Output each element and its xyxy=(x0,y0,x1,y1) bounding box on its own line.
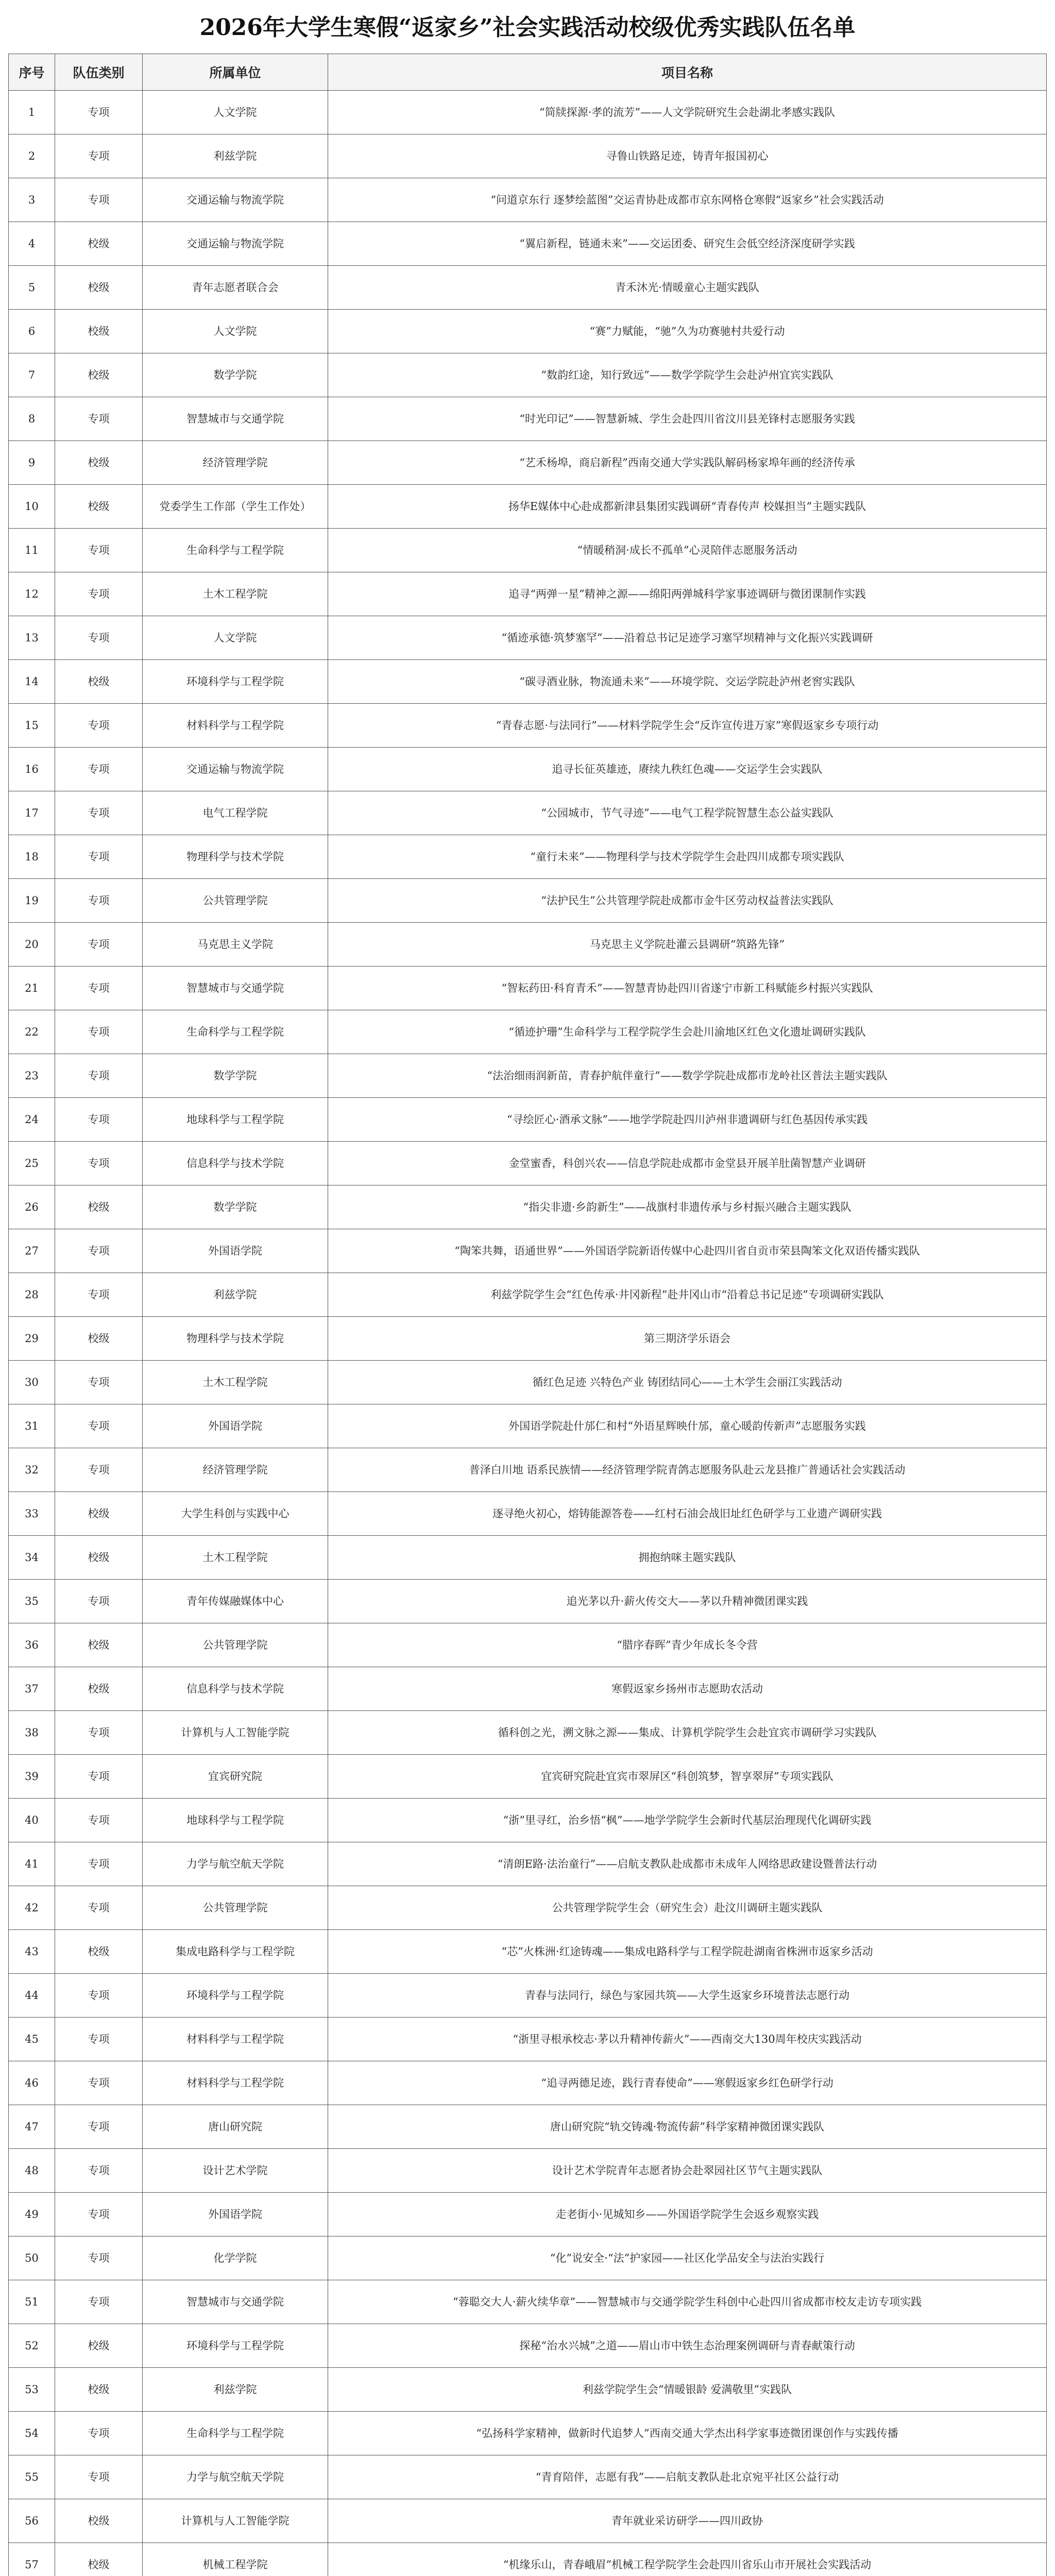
cell-unit: 青年传媒融媒体中心 xyxy=(143,1580,328,1623)
table-row xyxy=(9,1010,1047,1054)
cell-index: 21 xyxy=(9,967,55,1010)
cell-unit: 地球科学与工程学院 xyxy=(143,1799,328,1842)
table-row xyxy=(9,1667,1047,1711)
cell-index: 1 xyxy=(9,91,55,134)
document-title: 2026年大学生寒假“返家乡”社会实践活动校级优秀实践队伍名单 xyxy=(199,14,856,41)
cell-project-name: 金堂蜜香，科创兴农——信息学院赴成都市金堂县开展羊肚菌智慧产业调研 xyxy=(328,1142,1047,1185)
cell-unit: 土木工程学院 xyxy=(143,1536,328,1580)
cell-unit: 交通运输与物流学院 xyxy=(143,748,328,791)
team-list-table xyxy=(8,54,1047,2576)
table-row xyxy=(9,134,1047,178)
cell-index: 6 xyxy=(9,310,55,353)
cell-index: 42 xyxy=(9,1886,55,1930)
cell-index: 45 xyxy=(9,2018,55,2061)
cell-project-name: “循迹承德·筑梦塞罕”——沿着总书记足迹学习塞罕坝精神与文化振兴实践调研 xyxy=(328,616,1047,660)
table-row xyxy=(9,660,1047,704)
cell-team-type: 专项 xyxy=(55,2412,143,2455)
cell-project-name: 追光茅以升·薪火传交大——茅以升精神微团课实践 xyxy=(328,1580,1047,1623)
cell-unit: 集成电路科学与工程学院 xyxy=(143,1930,328,1974)
cell-unit: 环境科学与工程学院 xyxy=(143,1974,328,2018)
cell-unit: 利兹学院 xyxy=(143,134,328,178)
cell-team-type: 专项 xyxy=(55,1448,143,1492)
cell-unit: 环境科学与工程学院 xyxy=(143,660,328,704)
table-row xyxy=(9,2105,1047,2149)
table-row xyxy=(9,91,1047,134)
cell-unit: 环境科学与工程学院 xyxy=(143,2324,328,2368)
table-row xyxy=(9,1317,1047,1361)
cell-index: 27 xyxy=(9,1229,55,1273)
cell-project-name: 探秘“治水兴城”之道——眉山市中铁生态治理案例调研与青春献策行动 xyxy=(328,2324,1047,2368)
cell-team-type: 专项 xyxy=(55,572,143,616)
cell-index: 57 xyxy=(9,2543,55,2576)
cell-team-type: 专项 xyxy=(55,2061,143,2105)
cell-project-name: “简牍探源·孝的流芳”——人文学院研究生会赴湖北孝感实践队 xyxy=(328,91,1047,134)
cell-index: 43 xyxy=(9,1930,55,1974)
cell-project-name: 普泽白川地 语系民族情——经济管理学院青鸽志愿服务队赴云龙县推广普通话社会实践活动 xyxy=(328,1448,1047,1492)
cell-unit: 数学学院 xyxy=(143,353,328,397)
cell-project-name: “弘扬科学家精神，做新时代追梦人”西南交通大学杰出科学家事迹微团课创作与实践传播 xyxy=(328,2412,1047,2455)
cell-project-name: “数韵红途，知行致远”——数学学院学生会赴泸州宜宾实践队 xyxy=(328,353,1047,397)
cell-index: 5 xyxy=(9,266,55,310)
cell-project-name: 循红色足迹 兴特色产业 铸团结同心——土木学生会丽江实践活动 xyxy=(328,1361,1047,1404)
table-row xyxy=(9,616,1047,660)
table-row xyxy=(9,2499,1047,2543)
cell-unit: 人文学院 xyxy=(143,310,328,353)
cell-unit: 人文学院 xyxy=(143,91,328,134)
cell-project-name: 宜宾研究院赴宜宾市翠屏区“科创筑梦，智享翠屏”专项实践队 xyxy=(328,1755,1047,1799)
cell-index: 9 xyxy=(9,441,55,485)
cell-index: 46 xyxy=(9,2061,55,2105)
table-row xyxy=(9,529,1047,572)
cell-project-name: “翼启新程，链通未来”——交运团委、研究生会低空经济深度研学实践 xyxy=(328,222,1047,266)
table-row xyxy=(9,1404,1047,1448)
cell-project-name: 设计艺术学院青年志愿者协会赴翠园社区节气主题实践队 xyxy=(328,2149,1047,2193)
header-index: 序号 xyxy=(9,54,55,91)
cell-unit: 信息科学与技术学院 xyxy=(143,1667,328,1711)
cell-index: 17 xyxy=(9,791,55,835)
table-row xyxy=(9,2236,1047,2280)
table-row xyxy=(9,1580,1047,1623)
table-row xyxy=(9,1799,1047,1842)
cell-team-type: 校级 xyxy=(55,485,143,529)
cell-index: 16 xyxy=(9,748,55,791)
cell-index: 40 xyxy=(9,1799,55,1842)
table-body xyxy=(9,91,1047,2576)
cell-project-name: “化”说安全·“法”护家园——社区化学品安全与法治实践行 xyxy=(328,2236,1047,2280)
cell-unit: 信息科学与技术学院 xyxy=(143,1142,328,1185)
table-row xyxy=(9,1273,1047,1317)
table-row xyxy=(9,1536,1047,1580)
cell-unit: 公共管理学院 xyxy=(143,1623,328,1667)
cell-team-type: 专项 xyxy=(55,967,143,1010)
cell-project-name: 青年就业采访研学——四川政协 xyxy=(328,2499,1047,2543)
table-row xyxy=(9,353,1047,397)
cell-project-name: 追寻“两弹一星”精神之源——绵阳两弹城科学家事迹调研与微团课制作实践 xyxy=(328,572,1047,616)
cell-team-type: 专项 xyxy=(55,748,143,791)
cell-team-type: 专项 xyxy=(55,1711,143,1755)
cell-unit: 外国语学院 xyxy=(143,1229,328,1273)
table-row xyxy=(9,2280,1047,2324)
cell-unit: 设计艺术学院 xyxy=(143,2149,328,2193)
cell-team-type: 专项 xyxy=(55,1755,143,1799)
cell-project-name: 利兹学院学生会“情暖银龄 爱满敬里”实践队 xyxy=(328,2368,1047,2412)
cell-team-type: 专项 xyxy=(55,1054,143,1098)
table-row xyxy=(9,1755,1047,1799)
cell-team-type: 专项 xyxy=(55,791,143,835)
cell-index: 11 xyxy=(9,529,55,572)
cell-project-name: “法护民生”公共管理学院赴成都市金牛区劳动权益普法实践队 xyxy=(328,879,1047,923)
cell-project-name: “循迹护珊”生命科学与工程学院学生会赴川渝地区红色文化遗址调研实践队 xyxy=(328,1010,1047,1054)
cell-team-type: 专项 xyxy=(55,1886,143,1930)
cell-unit: 大学生科创与实践中心 xyxy=(143,1492,328,1536)
table-row xyxy=(9,1930,1047,1974)
cell-unit: 人文学院 xyxy=(143,616,328,660)
cell-project-name: “蓉聪交大人·薪火续华章”——智慧城市与交通学院学生科创中心赴四川省成都市校友走访专项实践 xyxy=(328,2280,1047,2324)
cell-team-type: 校级 xyxy=(55,660,143,704)
cell-unit: 地球科学与工程学院 xyxy=(143,1098,328,1142)
cell-team-type: 校级 xyxy=(55,441,143,485)
cell-index: 44 xyxy=(9,1974,55,2018)
cell-team-type: 校级 xyxy=(55,1667,143,1711)
cell-index: 19 xyxy=(9,879,55,923)
cell-project-name: “艺禾杨埠，商启新程”西南交通大学实践队解码杨家埠年画的经济传承 xyxy=(328,441,1047,485)
cell-unit: 智慧城市与交通学院 xyxy=(143,967,328,1010)
cell-team-type: 校级 xyxy=(55,2368,143,2412)
cell-team-type: 专项 xyxy=(55,2193,143,2236)
table-row xyxy=(9,1974,1047,2018)
table-row xyxy=(9,1623,1047,1667)
cell-index: 33 xyxy=(9,1492,55,1536)
cell-index: 26 xyxy=(9,1185,55,1229)
table-row xyxy=(9,1361,1047,1404)
table-row xyxy=(9,2455,1047,2499)
cell-index: 30 xyxy=(9,1361,55,1404)
header-unit: 所属单位 xyxy=(143,54,328,91)
table-row xyxy=(9,1098,1047,1142)
cell-unit: 公共管理学院 xyxy=(143,879,328,923)
cell-unit: 青年志愿者联合会 xyxy=(143,266,328,310)
cell-index: 37 xyxy=(9,1667,55,1711)
cell-index: 55 xyxy=(9,2455,55,2499)
cell-unit: 计算机与人工智能学院 xyxy=(143,1711,328,1755)
table-row xyxy=(9,1448,1047,1492)
cell-project-name: “碳寻酒业脉，物流通未来”——环境学院、交运学院赴泸州老窖实践队 xyxy=(328,660,1047,704)
cell-project-name: 唐山研究院“轨交铸魂·物流传薪”科学家精神微团课实践队 xyxy=(328,2105,1047,2149)
cell-index: 52 xyxy=(9,2324,55,2368)
table-row xyxy=(9,2412,1047,2455)
cell-unit: 物理科学与技术学院 xyxy=(143,835,328,879)
cell-team-type: 专项 xyxy=(55,1842,143,1886)
cell-unit: 材料科学与工程学院 xyxy=(143,704,328,748)
cell-team-type: 专项 xyxy=(55,2236,143,2280)
cell-index: 24 xyxy=(9,1098,55,1142)
cell-index: 28 xyxy=(9,1273,55,1317)
cell-index: 18 xyxy=(9,835,55,879)
cell-index: 2 xyxy=(9,134,55,178)
cell-team-type: 专项 xyxy=(55,529,143,572)
cell-team-type: 校级 xyxy=(55,310,143,353)
table-row xyxy=(9,222,1047,266)
cell-project-name: 追寻长征英雄迹，赓续九秩红色魂——交运学生会实践队 xyxy=(328,748,1047,791)
table-row xyxy=(9,748,1047,791)
cell-index: 48 xyxy=(9,2149,55,2193)
cell-project-name: “腊序春晖”青少年成长冬令营 xyxy=(328,1623,1047,1667)
cell-unit: 经济管理学院 xyxy=(143,441,328,485)
cell-project-name: 青禾沐光·情暖童心主题实践队 xyxy=(328,266,1047,310)
table-row xyxy=(9,2324,1047,2368)
cell-project-name: “浙”里寻红，治乡悟“枫”——地学学院学生会新时代基层治理现代化调研实践 xyxy=(328,1799,1047,1842)
cell-project-name: 走老街小·见城知乡——外国语学院学生会返乡观察实践 xyxy=(328,2193,1047,2236)
cell-team-type: 专项 xyxy=(55,1098,143,1142)
cell-index: 25 xyxy=(9,1142,55,1185)
header-team-type: 队伍类别 xyxy=(55,54,143,91)
cell-index: 13 xyxy=(9,616,55,660)
table-row xyxy=(9,1142,1047,1185)
cell-project-name: 公共管理学院学生会（研究生会）赴汶川调研主题实践队 xyxy=(328,1886,1047,1930)
table-row xyxy=(9,178,1047,222)
cell-project-name: “清朗E路·法治童行”——启航支教队赴成都市未成年人网络思政建设暨普法行动 xyxy=(328,1842,1047,1886)
cell-index: 49 xyxy=(9,2193,55,2236)
cell-index: 3 xyxy=(9,178,55,222)
cell-unit: 数学学院 xyxy=(143,1185,328,1229)
cell-project-name: “寻绘匠心·酒承文脉”——地学学院赴四川泸州非遗调研与红色基因传承实践 xyxy=(328,1098,1047,1142)
cell-project-name: 寻鲁山铁路足迹，铸青年报国初心 xyxy=(328,134,1047,178)
cell-unit: 材料科学与工程学院 xyxy=(143,2061,328,2105)
cell-project-name: 循科创之光，溯文脉之源——集成、计算机学院学生会赴宜宾市调研学习实践队 xyxy=(328,1711,1047,1755)
cell-index: 10 xyxy=(9,485,55,529)
cell-project-name: “赛”力赋能，“驰”久为功赛驰村共爱行动 xyxy=(328,310,1047,353)
cell-index: 32 xyxy=(9,1448,55,1492)
cell-unit: 化学学院 xyxy=(143,2236,328,2280)
table-row xyxy=(9,1185,1047,1229)
cell-project-name: “问道京东行 逐梦绘蓝图”交运青协赴成都市京东网格仓寒假“返家乡”社会实践活动 xyxy=(328,178,1047,222)
cell-unit: 唐山研究院 xyxy=(143,2105,328,2149)
table-row xyxy=(9,2061,1047,2105)
cell-index: 4 xyxy=(9,222,55,266)
cell-team-type: 专项 xyxy=(55,1273,143,1317)
cell-unit: 智慧城市与交通学院 xyxy=(143,397,328,441)
cell-team-type: 专项 xyxy=(55,2280,143,2324)
header-row xyxy=(9,54,1047,91)
cell-index: 31 xyxy=(9,1404,55,1448)
cell-project-name: 马克思主义学院赴灌云县调研“筑路先锋” xyxy=(328,923,1047,967)
cell-team-type: 校级 xyxy=(55,2543,143,2576)
cell-team-type: 校级 xyxy=(55,1492,143,1536)
cell-unit: 生命科学与工程学院 xyxy=(143,529,328,572)
table-row xyxy=(9,923,1047,967)
table-row xyxy=(9,2193,1047,2236)
cell-unit: 外国语学院 xyxy=(143,1404,328,1448)
cell-project-name: “智耘药田·科育青禾”——智慧青协赴四川省遂宁市新工科赋能乡村振兴实践队 xyxy=(328,967,1047,1010)
cell-project-name: “芯”火株洲·红途铸魂——集成电路科学与工程学院赴湖南省株洲市返家乡活动 xyxy=(328,1930,1047,1974)
cell-index: 12 xyxy=(9,572,55,616)
table-row xyxy=(9,1229,1047,1273)
table-row xyxy=(9,2543,1047,2576)
table-row xyxy=(9,441,1047,485)
cell-project-name: “追寻两德足迹，践行青春使命”——寒假返家乡红色研学行动 xyxy=(328,2061,1047,2105)
cell-team-type: 专项 xyxy=(55,178,143,222)
cell-index: 35 xyxy=(9,1580,55,1623)
cell-project-name: “童行未来”——物理科学与技术学院学生会赴四川成都专项实践队 xyxy=(328,835,1047,879)
cell-index: 53 xyxy=(9,2368,55,2412)
cell-unit: 计算机与人工智能学院 xyxy=(143,2499,328,2543)
cell-team-type: 专项 xyxy=(55,1229,143,1273)
cell-project-name: “时光印记”——智慧新城、学生会赴四川省汶川县羌锋村志愿服务实践 xyxy=(328,397,1047,441)
cell-team-type: 专项 xyxy=(55,1142,143,1185)
cell-team-type: 校级 xyxy=(55,353,143,397)
cell-team-type: 校级 xyxy=(55,222,143,266)
cell-project-name: 第三期济学乐语会 xyxy=(328,1317,1047,1361)
cell-unit: 土木工程学院 xyxy=(143,572,328,616)
cell-team-type: 校级 xyxy=(55,1317,143,1361)
cell-unit: 外国语学院 xyxy=(143,2193,328,2236)
cell-project-name: 寒假返家乡扬州市志愿助农活动 xyxy=(328,1667,1047,1711)
cell-team-type: 校级 xyxy=(55,1930,143,1974)
cell-unit: 宜宾研究院 xyxy=(143,1755,328,1799)
cell-index: 20 xyxy=(9,923,55,967)
cell-project-name: “机缘乐山，青春峨眉”机械工程学院学生会赴四川省乐山市开展社会实践活动 xyxy=(328,2543,1047,2576)
cell-index: 50 xyxy=(9,2236,55,2280)
table-row xyxy=(9,967,1047,1010)
cell-project-name: “情暖稍洞·成长不孤单”心灵陪伴志愿服务活动 xyxy=(328,529,1047,572)
cell-unit: 党委学生工作部（学生工作处） xyxy=(143,485,328,529)
cell-project-name: “法治细雨润新苗，青春护航伴童行”——数学学院赴成都市龙岭社区普法主题实践队 xyxy=(328,1054,1047,1098)
table-row xyxy=(9,2368,1047,2412)
cell-team-type: 专项 xyxy=(55,2105,143,2149)
table-row xyxy=(9,879,1047,923)
cell-unit: 电气工程学院 xyxy=(143,791,328,835)
cell-index: 22 xyxy=(9,1010,55,1054)
table-row xyxy=(9,791,1047,835)
cell-team-type: 专项 xyxy=(55,2018,143,2061)
cell-team-type: 校级 xyxy=(55,266,143,310)
cell-index: 38 xyxy=(9,1711,55,1755)
cell-project-name: 扬华E媒体中心赴成都新津县集团实践调研“青春传声 校媒担当”主题实践队 xyxy=(328,485,1047,529)
cell-index: 29 xyxy=(9,1317,55,1361)
table-row xyxy=(9,1842,1047,1886)
cell-team-type: 专项 xyxy=(55,879,143,923)
cell-project-name: “公园城市，节气寻迹”——电气工程学院智慧生态公益实践队 xyxy=(328,791,1047,835)
cell-unit: 智慧城市与交通学院 xyxy=(143,2280,328,2324)
cell-team-type: 专项 xyxy=(55,134,143,178)
cell-unit: 生命科学与工程学院 xyxy=(143,1010,328,1054)
cell-unit: 经济管理学院 xyxy=(143,1448,328,1492)
table-row xyxy=(9,310,1047,353)
table-row xyxy=(9,572,1047,616)
table-row xyxy=(9,1886,1047,1930)
cell-team-type: 专项 xyxy=(55,91,143,134)
cell-team-type: 校级 xyxy=(55,2324,143,2368)
header-project-name: 项目名称 xyxy=(328,54,1047,91)
cell-team-type: 专项 xyxy=(55,704,143,748)
cell-index: 39 xyxy=(9,1755,55,1799)
cell-project-name: 拥抱纳咪主题实践队 xyxy=(328,1536,1047,1580)
cell-project-name: “青春志愿·与法同行”——材料学院学生会“反诈宣传进万家”寒假返家乡专项行动 xyxy=(328,704,1047,748)
cell-project-name: “浙里寻根承校志·茅以升精神传薪火”——西南交大130周年校庆实践活动 xyxy=(328,2018,1047,2061)
table-header xyxy=(9,54,1047,91)
cell-unit: 马克思主义学院 xyxy=(143,923,328,967)
cell-index: 23 xyxy=(9,1054,55,1098)
cell-unit: 公共管理学院 xyxy=(143,1886,328,1930)
table-row xyxy=(9,485,1047,529)
cell-project-name: “青育陪伴，志愿有我”——启航支教队赴北京宛平社区公益行动 xyxy=(328,2455,1047,2499)
cell-unit: 生命科学与工程学院 xyxy=(143,2412,328,2455)
cell-team-type: 校级 xyxy=(55,1623,143,1667)
cell-team-type: 专项 xyxy=(55,1974,143,2018)
cell-team-type: 专项 xyxy=(55,2455,143,2499)
cell-index: 56 xyxy=(9,2499,55,2543)
cell-index: 54 xyxy=(9,2412,55,2455)
cell-index: 15 xyxy=(9,704,55,748)
cell-index: 34 xyxy=(9,1536,55,1580)
cell-unit: 交通运输与物流学院 xyxy=(143,222,328,266)
cell-team-type: 专项 xyxy=(55,923,143,967)
cell-unit: 利兹学院 xyxy=(143,2368,328,2412)
cell-unit: 利兹学院 xyxy=(143,1273,328,1317)
cell-team-type: 校级 xyxy=(55,1536,143,1580)
cell-unit: 土木工程学院 xyxy=(143,1361,328,1404)
cell-index: 8 xyxy=(9,397,55,441)
cell-project-name: 利兹学院学生会“红色传承·井冈新程”赴井冈山市“沿着总书记足迹”专项调研实践队 xyxy=(328,1273,1047,1317)
cell-project-name: “指尖非遗·乡韵新生”——战旗村非遗传承与乡村振兴融合主题实践队 xyxy=(328,1185,1047,1229)
cell-index: 41 xyxy=(9,1842,55,1886)
cell-project-name: 外国语学院赴什邡仁和村“外语星辉映什邡，童心暖韵传新声”志愿服务实践 xyxy=(328,1404,1047,1448)
cell-index: 14 xyxy=(9,660,55,704)
cell-unit: 物理科学与技术学院 xyxy=(143,1317,328,1361)
cell-unit: 交通运输与物流学院 xyxy=(143,178,328,222)
cell-team-type: 专项 xyxy=(55,397,143,441)
cell-team-type: 校级 xyxy=(55,2499,143,2543)
cell-unit: 力学与航空航天学院 xyxy=(143,2455,328,2499)
cell-unit: 力学与航空航天学院 xyxy=(143,1842,328,1886)
table-row xyxy=(9,1711,1047,1755)
table-row xyxy=(9,397,1047,441)
cell-team-type: 专项 xyxy=(55,616,143,660)
cell-team-type: 专项 xyxy=(55,1010,143,1054)
cell-unit: 材料科学与工程学院 xyxy=(143,2018,328,2061)
table-row xyxy=(9,2149,1047,2193)
cell-team-type: 校级 xyxy=(55,1185,143,1229)
cell-index: 36 xyxy=(9,1623,55,1667)
cell-team-type: 专项 xyxy=(55,1799,143,1842)
cell-team-type: 专项 xyxy=(55,835,143,879)
table-row xyxy=(9,2018,1047,2061)
table-row xyxy=(9,1492,1047,1536)
cell-unit: 数学学院 xyxy=(143,1054,328,1098)
cell-project-name: 青春与法同行，绿色与家园共筑——大学生返家乡环境普法志愿行动 xyxy=(328,1974,1047,2018)
cell-team-type: 专项 xyxy=(55,1404,143,1448)
table-row xyxy=(9,835,1047,879)
cell-team-type: 专项 xyxy=(55,1580,143,1623)
cell-index: 47 xyxy=(9,2105,55,2149)
table-row xyxy=(9,1054,1047,1098)
cell-project-name: 逐寻绝火初心，熔铸能源答卷——红村石油会战旧址红色研学与工业遗产调研实践 xyxy=(328,1492,1047,1536)
cell-team-type: 专项 xyxy=(55,2149,143,2193)
cell-index: 7 xyxy=(9,353,55,397)
cell-project-name: “陶笨共舞，语通世界”——外国语学院新语传媒中心赴四川省自贡市荣县陶笨文化双语传播实践队 xyxy=(328,1229,1047,1273)
table-row xyxy=(9,266,1047,310)
cell-team-type: 专项 xyxy=(55,1361,143,1404)
table-row xyxy=(9,704,1047,748)
cell-unit: 机械工程学院 xyxy=(143,2543,328,2576)
cell-index: 51 xyxy=(9,2280,55,2324)
